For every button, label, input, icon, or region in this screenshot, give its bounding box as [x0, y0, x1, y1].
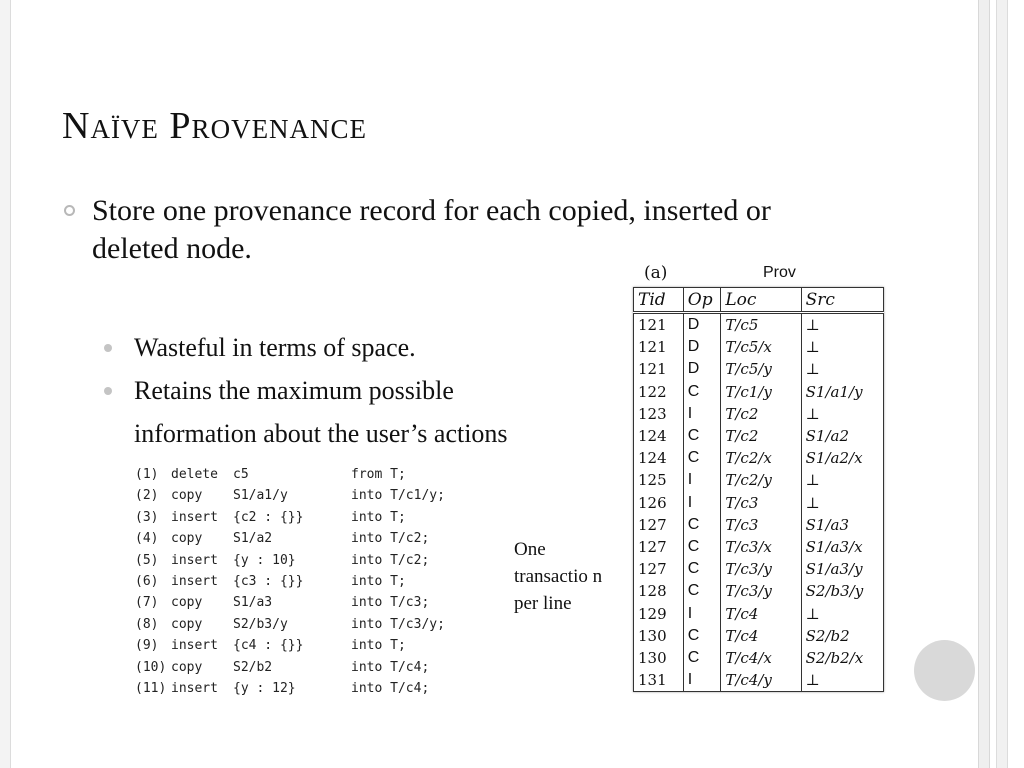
cell-src: S1/a3	[801, 514, 883, 536]
cell-tid: 127	[634, 514, 684, 536]
cell-op: C	[683, 536, 721, 558]
cell-tid: 127	[634, 536, 684, 558]
operation-target: into T;	[351, 638, 406, 654]
operation-row	[135, 635, 445, 656]
cell-loc: T/c5/x	[721, 336, 801, 358]
cell-op: D	[683, 313, 721, 337]
table-row	[634, 403, 884, 425]
table-row	[634, 669, 884, 692]
table-row	[634, 358, 884, 380]
operation-command: insert	[171, 552, 218, 568]
header-loc: Loc	[721, 288, 801, 313]
operation-argument: S2/b2	[233, 659, 273, 675]
cell-src: ⊥	[801, 492, 883, 514]
sub-bullet-text: Retains the maximum possible	[134, 376, 454, 405]
main-bullet	[64, 192, 844, 268]
operation-row	[135, 507, 445, 528]
operation-argument: {y : 12}	[233, 680, 296, 696]
operation-target: into T/c3;	[351, 595, 430, 611]
cell-loc: T/c4/y	[721, 669, 801, 692]
cell-tid: 130	[634, 647, 684, 669]
table-row	[634, 625, 884, 647]
slide-right-bar-outer	[996, 0, 1008, 768]
operation-number: (5)	[135, 552, 159, 568]
cell-loc: T/c3/y	[721, 558, 801, 580]
cell-loc: T/c2/x	[721, 447, 801, 469]
slide-left-border	[0, 0, 11, 768]
sub-bullet-list	[104, 326, 664, 455]
operation-number: (8)	[135, 616, 159, 632]
cell-op: I	[683, 403, 721, 425]
cell-src: ⊥	[801, 669, 883, 692]
cell-src: S1/a3/x	[801, 536, 883, 558]
operation-command: insert	[171, 573, 218, 589]
cell-loc: T/c5/y	[721, 358, 801, 380]
operation-target: into T/c3/y;	[351, 616, 445, 632]
operation-row	[135, 550, 445, 571]
table-row	[634, 381, 884, 403]
cell-tid: 122	[634, 381, 684, 403]
operation-row	[135, 485, 445, 506]
cell-src: S2/b2/x	[801, 647, 883, 669]
sub-bullet-item	[104, 369, 664, 412]
slide-right-bar-inner	[978, 0, 990, 768]
header-op: Op	[683, 288, 721, 313]
operation-number: (3)	[135, 509, 159, 525]
cell-loc: T/c2	[721, 425, 801, 447]
operation-row	[135, 464, 445, 485]
table-row	[634, 580, 884, 602]
cell-op: C	[683, 558, 721, 580]
cell-tid: 130	[634, 625, 684, 647]
bullet-dot-icon	[104, 344, 112, 352]
cell-src: ⊥	[801, 313, 883, 337]
table-row	[634, 469, 884, 491]
operation-command: insert	[171, 509, 218, 525]
operation-command: copy	[171, 488, 203, 504]
cell-src: S2/b3/y	[801, 580, 883, 602]
main-bullet-text: Store one provenance record for each copied, inserted or deleted node.	[92, 194, 771, 265]
cell-loc: T/c1/y	[721, 381, 801, 403]
cell-loc: T/c5	[721, 313, 801, 337]
cell-op: C	[683, 447, 721, 469]
cell-src: S1/a1/y	[801, 381, 883, 403]
operation-argument: S1/a2	[233, 531, 273, 547]
operation-row	[135, 657, 445, 678]
cell-loc: T/c4/x	[721, 647, 801, 669]
operation-number: (1)	[135, 467, 159, 482]
sub-bullet-text: information about the user’s actions	[134, 419, 508, 448]
cell-src: ⊥	[801, 602, 883, 624]
cell-op: D	[683, 358, 721, 380]
operation-row	[135, 571, 445, 592]
cell-op: I	[683, 492, 721, 514]
cell-loc: T/c4	[721, 625, 801, 647]
table-row	[634, 447, 884, 469]
table-caption: Prov	[763, 264, 796, 281]
operation-target: into T/c2;	[351, 531, 430, 547]
decorative-circle	[914, 640, 975, 701]
operation-number: (9)	[135, 638, 159, 654]
cell-loc: T/c2/y	[721, 469, 801, 491]
table-row	[634, 514, 884, 536]
hollow-circle-bullet-icon	[64, 205, 75, 216]
bullet-dot-icon	[104, 387, 112, 395]
cell-tid: 121	[634, 336, 684, 358]
operation-command: copy	[171, 531, 203, 547]
slide-title: Naïve Provenance	[62, 105, 368, 147]
header-tid: Tid	[634, 288, 684, 313]
table-row	[634, 647, 884, 669]
cell-op: C	[683, 381, 721, 403]
table-row	[634, 336, 884, 358]
cell-src: ⊥	[801, 358, 883, 380]
operation-number: (4)	[135, 531, 159, 547]
operation-row	[135, 678, 445, 699]
operation-number: (7)	[135, 595, 159, 611]
operation-argument: S2/b3/y	[233, 616, 288, 632]
operation-target: into T/c1/y;	[351, 488, 445, 504]
cell-op: I	[683, 602, 721, 624]
operation-row	[135, 592, 445, 613]
cell-op: C	[683, 580, 721, 602]
operation-number: (6)	[135, 573, 159, 589]
operation-row	[135, 614, 445, 635]
cell-src: ⊥	[801, 469, 883, 491]
cell-tid: 128	[634, 580, 684, 602]
operation-target: into T/c4;	[351, 659, 430, 675]
operation-target: into T;	[351, 509, 406, 525]
operation-command: delete	[171, 467, 218, 482]
cell-op: C	[683, 514, 721, 536]
cell-op: C	[683, 425, 721, 447]
cell-tid: 124	[634, 425, 684, 447]
operation-argument: {c2 : {}}	[233, 509, 304, 525]
operation-command: copy	[171, 595, 203, 611]
cell-op: I	[683, 469, 721, 491]
cell-tid: 121	[634, 313, 684, 337]
operation-command: copy	[171, 616, 203, 632]
operation-number: (11)	[135, 680, 167, 696]
cell-loc: T/c3/x	[721, 536, 801, 558]
cell-src: S1/a2/x	[801, 447, 883, 469]
operation-argument: S1/a3	[233, 595, 273, 611]
cell-src: S1/a2	[801, 425, 883, 447]
cell-src: S2/b2	[801, 625, 883, 647]
cell-op: I	[683, 669, 721, 692]
operation-argument: {y : 10}	[233, 552, 296, 568]
cell-tid: 131	[634, 669, 684, 692]
cell-tid: 121	[634, 358, 684, 380]
operation-target: into T;	[351, 573, 406, 589]
operation-number: (2)	[135, 488, 159, 504]
sub-bullet-item	[104, 326, 664, 369]
operation-number: (10)	[135, 659, 167, 675]
header-src: Src	[801, 288, 883, 313]
transaction-note: One transactio n per line	[514, 539, 603, 614]
cell-tid: 125	[634, 469, 684, 491]
provenance-table	[633, 287, 884, 692]
table-row	[634, 602, 884, 624]
cell-loc: T/c3	[721, 492, 801, 514]
operation-row	[135, 528, 445, 549]
table-row	[634, 492, 884, 514]
cell-op: C	[683, 625, 721, 647]
operation-argument: S1/a1/y	[233, 488, 288, 504]
operation-target: into T/c4;	[351, 680, 430, 696]
cell-src: ⊥	[801, 336, 883, 358]
table-header-row	[634, 288, 884, 313]
cell-loc: T/c4	[721, 602, 801, 624]
sub-bullet-text: Wasteful in terms of space.	[134, 333, 416, 362]
cell-loc: T/c3	[721, 514, 801, 536]
table-label-a: (a)	[644, 263, 668, 283]
operation-target: from T;	[351, 467, 406, 482]
cell-loc: T/c2	[721, 403, 801, 425]
operation-argument: {c4 : {}}	[233, 638, 304, 654]
operation-argument: c5	[233, 467, 249, 482]
cell-tid: 124	[634, 447, 684, 469]
operation-command: copy	[171, 659, 203, 675]
operation-target: into T/c2;	[351, 552, 430, 568]
operation-command: insert	[171, 638, 218, 654]
operation-command: insert	[171, 680, 218, 696]
table-row	[634, 536, 884, 558]
table-row	[634, 558, 884, 580]
cell-tid: 126	[634, 492, 684, 514]
cell-src: ⊥	[801, 403, 883, 425]
cell-loc: T/c3/y	[721, 580, 801, 602]
operation-list	[135, 464, 445, 699]
cell-op: C	[683, 647, 721, 669]
cell-op: D	[683, 336, 721, 358]
cell-tid: 123	[634, 403, 684, 425]
sub-bullet-continuation	[104, 412, 664, 455]
cell-src: S1/a3/y	[801, 558, 883, 580]
cell-tid: 127	[634, 558, 684, 580]
table-row	[634, 313, 884, 337]
cell-tid: 129	[634, 602, 684, 624]
table-row	[634, 425, 884, 447]
operation-argument: {c3 : {}}	[233, 573, 304, 589]
